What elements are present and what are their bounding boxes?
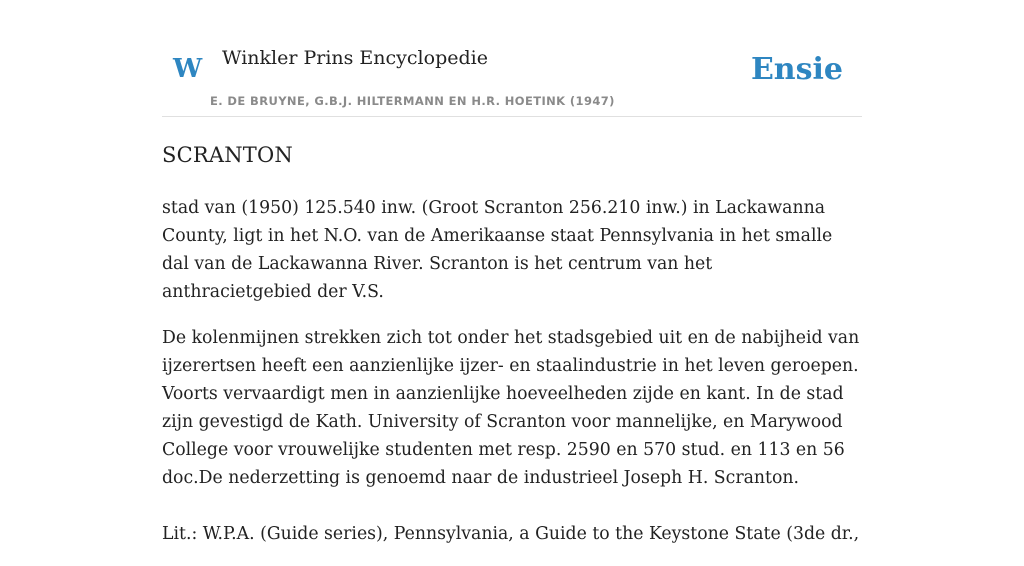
literature-reference: Lit.: W.P.A. (Guide series), Pennsylvania, a Guide to the Keystone State (3de dr.,: [162, 524, 860, 544]
article-title: SCRANTON: [162, 143, 294, 167]
ensie-logo-link[interactable]: Ensie: [750, 52, 843, 87]
site-header: [162, 0, 862, 117]
winkler-prins-logo[interactable]: W: [173, 54, 203, 84]
article: [162, 138, 862, 566]
authors-line: E. DE BRUYNE, G.B.J. HILTERMANN EN H.R. HOETINK (1947): [210, 94, 615, 108]
site-title-link[interactable]: Winkler Prins Encyclopedie: [222, 47, 488, 69]
article-paragraph-2: De kolenmijnen strekken zich tot onder het stadsgebied uit en de nabijheid van ijzerertsen heeft een aanzienlijke ijzer- en staalindustrie in het leven geroepen. Voorts vervaardigt men in aanzienlijke hoeveelheden zijde en kant. In de stad zijn gevestigd de Kath. University of Scranton voor mannelijke, en Marywood College voor vrouwelijke studenten met resp. 2590 en 570 stud. en 113 en 56 doc.De nederzetting is genoemd naar de industrieel Joseph H. Scranton.: [162, 328, 860, 488]
article-paragraph-1: stad van (1950) 125.540 inw. (Groot Scranton 256.210 inw.) in Lackawanna County, ligt in het N.O. van de Amerikaanse staat Pennsylvania in het smalle dal van de Lackawanna River. Scranton is het centrum van het anthracietgebied der V.S.: [162, 198, 833, 302]
